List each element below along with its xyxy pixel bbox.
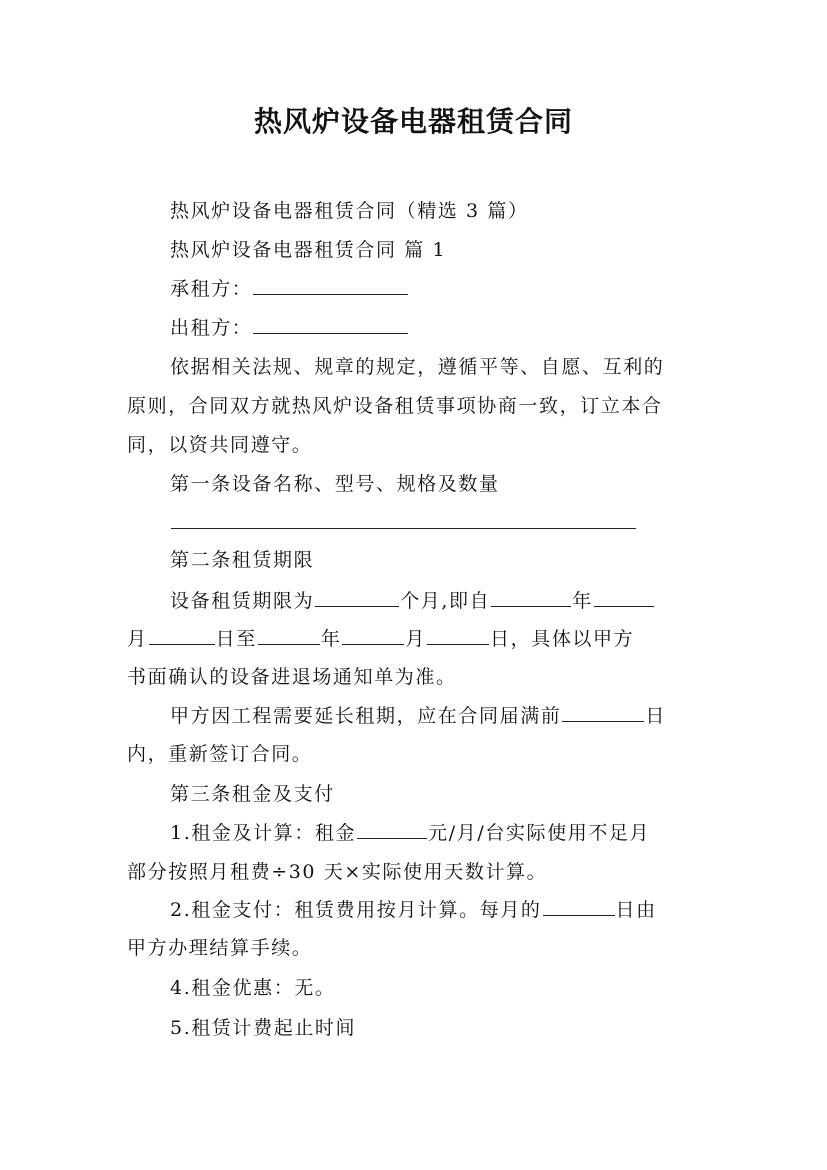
blank-field bbox=[427, 624, 489, 645]
blank-field bbox=[171, 508, 636, 529]
blank-field bbox=[342, 624, 404, 645]
paragraph-line: 部分按照月租费÷30 天×实际使用天数计算。 bbox=[127, 861, 548, 883]
blank-field bbox=[258, 624, 320, 645]
paragraph-line: 甲方因工程需要延长租期，应在合同届满前 日 bbox=[170, 697, 703, 735]
blank-field bbox=[562, 701, 644, 722]
paragraph-line: 依据相关法规、规章的规定，遵循平等、自愿、互利的 bbox=[170, 356, 665, 378]
paragraph-line: 4.租金优惠：无。 bbox=[170, 977, 336, 999]
article-heading: 第一条设备名称、型号、规格及数量 bbox=[170, 473, 500, 495]
subtitle-line: 热风炉设备电器租赁合同（精选 3 篇） bbox=[170, 200, 529, 222]
section-heading: 热风炉设备电器租赁合同 篇 1 bbox=[170, 239, 447, 261]
blank-field bbox=[253, 274, 408, 295]
paragraph-line: 5.租赁计费起止时间 bbox=[170, 1017, 357, 1039]
article-heading: 第二条租赁期限 bbox=[170, 549, 315, 571]
document-title: 热风炉设备电器租赁合同 bbox=[253, 105, 573, 138]
blank-field bbox=[315, 586, 399, 607]
lessor-line: 出租方： bbox=[170, 309, 703, 347]
article-heading: 第三条租金及支付 bbox=[170, 783, 335, 805]
paragraph-line: 原则，合同双方就热风炉设备租赁事项协商一致，订立本合 bbox=[127, 395, 663, 417]
paragraph-line: 月 日至 年 月 日，具体以甲方 bbox=[127, 620, 703, 658]
blank-field bbox=[357, 818, 427, 839]
paragraph-line: 设备租赁期限为 个月,即自 年 bbox=[170, 582, 703, 620]
paragraph-line: 书面确认的设备进退场通知单为准。 bbox=[127, 666, 457, 688]
paragraph-line: 内，重新签订合同。 bbox=[127, 743, 313, 765]
blank-field bbox=[594, 586, 654, 607]
blank-field bbox=[491, 586, 571, 607]
paragraph-line: 同，以资共同遵守。 bbox=[127, 434, 313, 456]
blank-field bbox=[253, 313, 408, 334]
blank-field bbox=[543, 895, 615, 916]
paragraph-line: 甲方办理结算手续。 bbox=[127, 937, 313, 959]
blank-line bbox=[170, 504, 703, 542]
lessee-line: 承租方： bbox=[170, 270, 703, 308]
paragraph-line: 1.租金及计算：租金 元/月/台实际使用不足月 bbox=[170, 814, 703, 852]
blank-field bbox=[149, 624, 215, 645]
paragraph-line: 2.租金支付：租赁费用按月计算。每月的 日由 bbox=[170, 891, 703, 929]
